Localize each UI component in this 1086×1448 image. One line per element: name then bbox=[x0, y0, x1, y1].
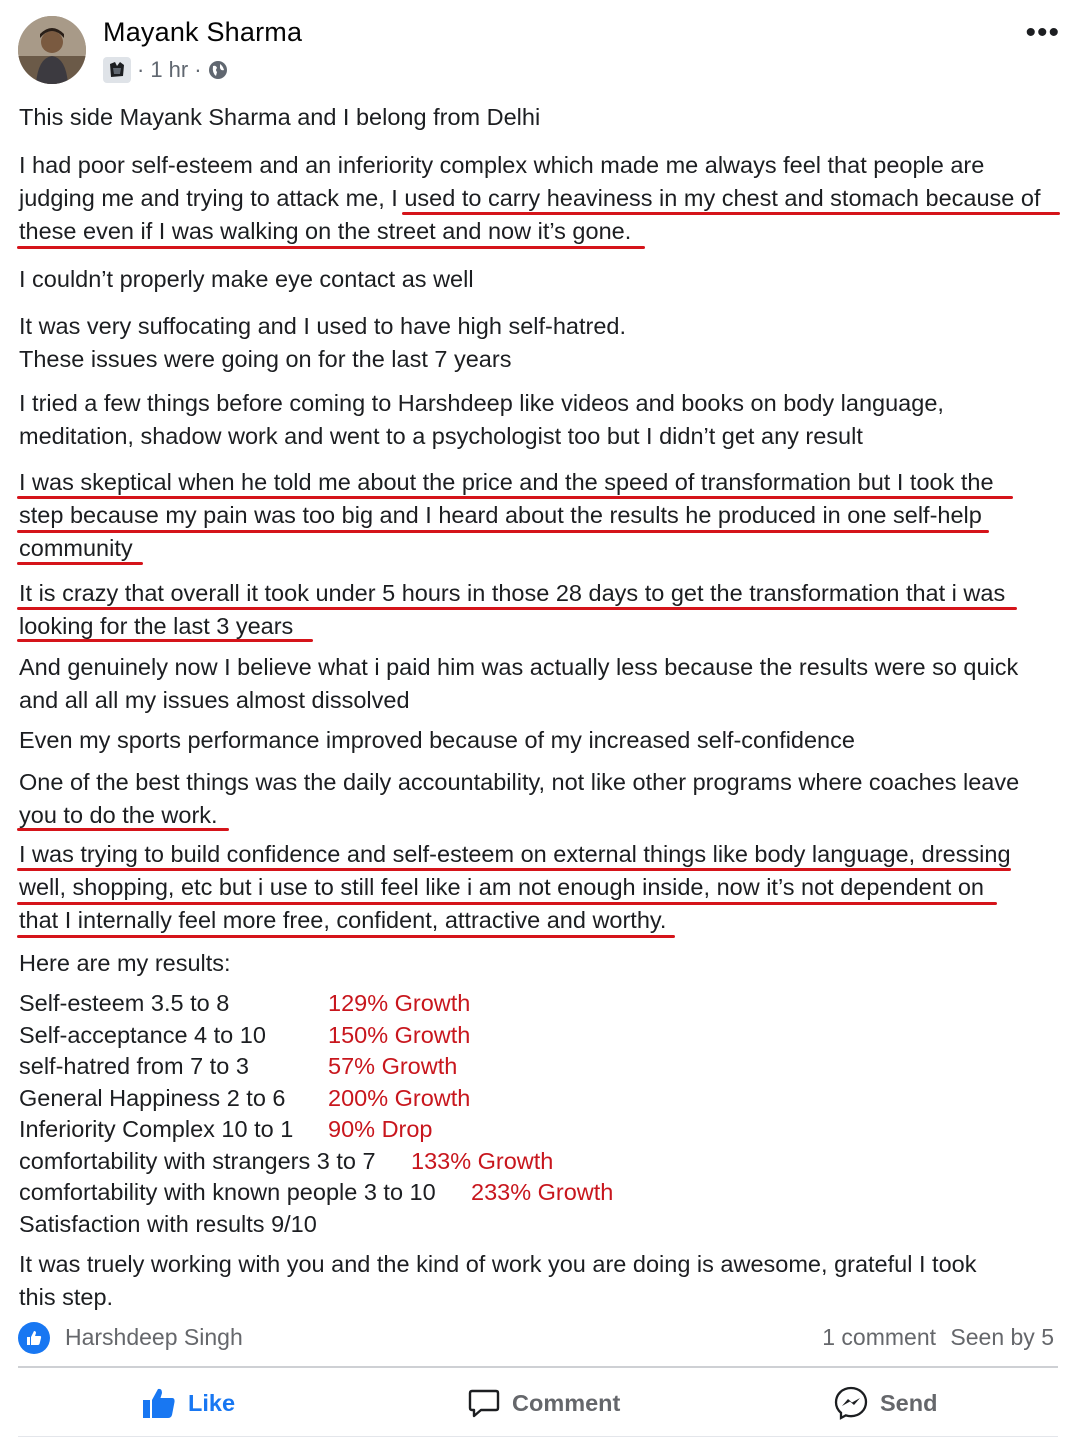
result-label: Self-esteem 3.5 to 8 bbox=[19, 990, 230, 1016]
text-line: this step. bbox=[19, 1284, 114, 1310]
post-time[interactable]: 1 hr bbox=[150, 57, 189, 82]
paragraph bbox=[19, 651, 1067, 717]
text-line: looking for the last 3 years bbox=[19, 613, 294, 639]
result-value: 150% Growth bbox=[328, 1021, 471, 1048]
text-line: step because my pain was too big and I heard about the results he produced in one self-help bbox=[19, 502, 982, 528]
text-line: And genuinely now I believe what i paid him was actually less because the results were so quick bbox=[19, 654, 1019, 680]
highlight-underline bbox=[17, 935, 675, 938]
text-line: community bbox=[19, 535, 133, 561]
meta-separator: · bbox=[194, 57, 202, 82]
text-line: It was truely working with you and the kind of work you are doing is awesome, grateful I took bbox=[19, 1251, 977, 1277]
text-line: Even my sports performance improved because of my increased self-confidence bbox=[19, 727, 855, 753]
divider bbox=[18, 1366, 1058, 1368]
highlight-underline bbox=[17, 828, 229, 831]
messenger-icon bbox=[834, 1386, 868, 1420]
result-value: 90% Drop bbox=[328, 1116, 433, 1142]
meta-separator: · bbox=[137, 57, 145, 82]
paragraph bbox=[19, 466, 1067, 565]
author-name[interactable]: Mayank Sharma bbox=[103, 17, 303, 47]
paragraph bbox=[19, 724, 1067, 757]
closing-paragraph bbox=[19, 1248, 1067, 1314]
text-line: I tried a few things before coming to Harshdeep like videos and books on body language, bbox=[19, 390, 944, 416]
globe-icon bbox=[208, 60, 228, 80]
text-line: and all all my issues almost dissolved bbox=[19, 687, 410, 713]
like-button[interactable] bbox=[142, 1376, 235, 1430]
highlight-underline bbox=[17, 868, 1011, 871]
more-options-icon[interactable]: ••• bbox=[1025, 16, 1060, 49]
result-label: Inferiority Complex 10 to 1 bbox=[19, 1116, 294, 1142]
text-line: One of the best things was the daily accountability, not like other programs where coaches leave bbox=[19, 769, 1020, 795]
highlight-underline bbox=[17, 246, 645, 249]
post-meta bbox=[103, 57, 228, 83]
result-label: self-hatred from 7 to 3 bbox=[19, 1053, 249, 1079]
comment-button[interactable] bbox=[468, 1376, 620, 1430]
text-line: It was very suffocating and I used to have high self-hatred. bbox=[19, 313, 627, 339]
send-button[interactable] bbox=[834, 1376, 937, 1430]
reactor-name[interactable]: Harshdeep Singh bbox=[65, 1324, 243, 1350]
highlight-underline bbox=[17, 902, 997, 905]
text-line: I was trying to build confidence and self-esteem on external things like body language, dressing bbox=[19, 841, 1011, 867]
text-line: well, shopping, etc but i use to still feel like i am not enough inside, now it’s not dependent on bbox=[19, 874, 984, 900]
thumbs-up-icon bbox=[142, 1387, 176, 1419]
comment-count[interactable]: 1 comment bbox=[822, 1324, 937, 1350]
text-line: These issues were going on for the last 7 years bbox=[19, 346, 512, 372]
paragraph bbox=[19, 310, 1067, 376]
highlight-underline bbox=[402, 212, 1060, 215]
result-value: 233% Growth bbox=[471, 1179, 614, 1205]
text-line: you to do the work. bbox=[19, 802, 218, 828]
comment-label: Comment bbox=[512, 1389, 621, 1416]
result-label: Satisfaction with results 9/10 bbox=[19, 1210, 317, 1237]
paragraph bbox=[19, 387, 1067, 453]
post-stats bbox=[822, 1324, 1054, 1351]
highlight-underline bbox=[17, 607, 1017, 610]
action-bar bbox=[18, 1376, 1058, 1430]
paragraph bbox=[19, 947, 1067, 980]
comment-icon bbox=[468, 1387, 500, 1419]
paragraph bbox=[19, 101, 1067, 134]
paragraph bbox=[19, 263, 1067, 296]
highlight-underline bbox=[17, 530, 989, 533]
text-line: I was skeptical when he told me about the price and the speed of transformation but I took the bbox=[19, 469, 994, 495]
result-label: comfortability with known people 3 to 10 bbox=[19, 1179, 436, 1205]
reactions-bar bbox=[18, 1320, 1058, 1356]
text-line: This side Mayank Sharma and I belong from Delhi bbox=[19, 104, 541, 130]
highlight-underline bbox=[17, 562, 143, 565]
text-line: I couldn’t properly make eye contact as well bbox=[19, 266, 474, 292]
send-label: Send bbox=[880, 1389, 938, 1416]
paragraph bbox=[19, 838, 1067, 937]
seen-count[interactable]: Seen by 5 bbox=[950, 1324, 1054, 1350]
paragraph bbox=[19, 766, 1067, 832]
paragraph bbox=[19, 577, 1067, 643]
divider bbox=[18, 1436, 1058, 1437]
like-label: Like bbox=[188, 1389, 236, 1416]
text-line: It is crazy that overall it took under 5 hours in those 28 days to get the transformation that i was bbox=[19, 580, 1006, 606]
result-value: 57% Growth bbox=[328, 1053, 458, 1079]
highlight-underline bbox=[17, 496, 1013, 499]
text-line: I had poor self-esteem and an inferiority complex which made me always feel that people are bbox=[19, 152, 985, 178]
result-value: 129% Growth bbox=[328, 990, 471, 1016]
avatar[interactable] bbox=[18, 16, 86, 84]
paragraph bbox=[19, 149, 1067, 248]
text-line: that I internally feel more free, confident, attractive and worthy. bbox=[19, 907, 667, 933]
profile-photo bbox=[18, 16, 86, 84]
text-line: meditation, shadow work and went to a psychologist too but I didn’t get any result bbox=[19, 423, 863, 449]
result-label: Self-acceptance 4 to 10 bbox=[19, 1021, 266, 1048]
text-line: judging me and trying to attack me, I used to carry heaviness in my chest and stomach because of bbox=[19, 185, 1041, 211]
like-reaction-icon[interactable] bbox=[18, 1322, 50, 1354]
group-badge-icon[interactable] bbox=[103, 57, 131, 83]
text-line: these even if I was walking on the street and now it’s gone. bbox=[19, 218, 632, 244]
text-line: Here are my results: bbox=[19, 950, 231, 976]
result-label: General Happiness 2 to 6 bbox=[19, 1084, 286, 1111]
result-label: comfortability with strangers 3 to 7 bbox=[19, 1147, 376, 1174]
highlight-underline bbox=[17, 639, 313, 642]
result-value: 200% Growth bbox=[328, 1084, 471, 1111]
result-value: 133% Growth bbox=[411, 1147, 554, 1174]
